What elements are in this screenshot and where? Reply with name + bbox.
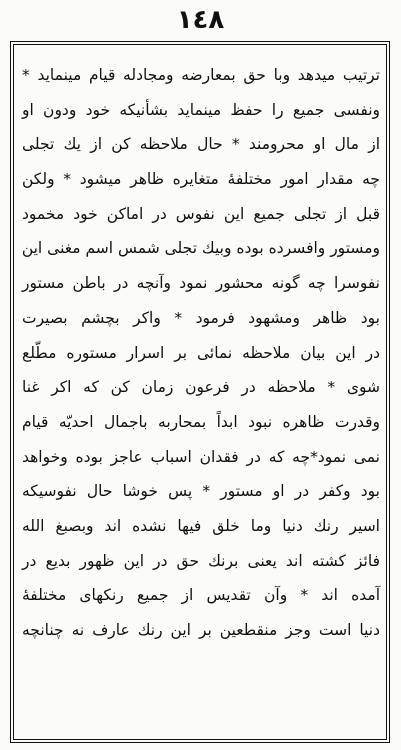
text-line-14: اسیر رنك دنیا وما خلق فیها نشده اند وبصبغ الله (22, 516, 380, 535)
text-line-7: نفوسرا چه گونه محشور نمود وآنچه در باطن مستور (22, 274, 380, 293)
text-line-16: آمده اند * وآن تقدیس از جمیع رنکهای مختلفهٔ (22, 586, 380, 605)
text-line-17: دنیا است وجز منقطعین بر این رنك عارف نه چنانچه (22, 621, 380, 639)
text-line-5: قبل از تجلی جمیع این نفوس در اماکن خود مخمود (22, 204, 380, 223)
text-line-8: بود ظاهر ومشهود فرمود * واکر بچشم بصیرت (22, 308, 380, 327)
text-line-11: وقدرت ظاهره نبود ابداً بمحاربه باجمال احدیّه قیام (22, 412, 380, 431)
text-line-12: نمی نمود*چه که در فقدان اسباب عاجز بوده وخواهد (22, 447, 380, 466)
text-line-10: شوی * ملاحظه در فرعون زمان کن که اکر غنا (22, 378, 380, 397)
text-line-2: ونفسی جمیع را حفظ مینماید بشأنیکه خود ودون او (22, 100, 380, 119)
text-line-4: چه مقدار امور مختلفهٔ متغایره ظاهر میشود * ولکن (22, 170, 380, 189)
text-line-13: بود وکفر در او مستور * پس خوشا حال نفوسیکه (22, 482, 380, 501)
text-line-6: ومستور وافسرده بوده وبیك تجلی شمس اسم مغنی این (21, 239, 380, 258)
text-line-1: ترتیب میدهد وبا حق بمعارضه ومجادله قیام مینماید * (22, 66, 380, 84)
page-number: ١٤٨ (176, 5, 225, 35)
text-line-9: در این بیان ملاحظه نمائی بر اسرار مستوره مطّلع (22, 343, 380, 362)
text-block (18, 58, 384, 738)
text-line-3: از مال او محرومند * حال ملاحظه کن از یك تجلی (22, 135, 380, 154)
text-line-15: فائز کشته اند یعنی برنك حق در این ظهور بدیع در (22, 551, 380, 570)
